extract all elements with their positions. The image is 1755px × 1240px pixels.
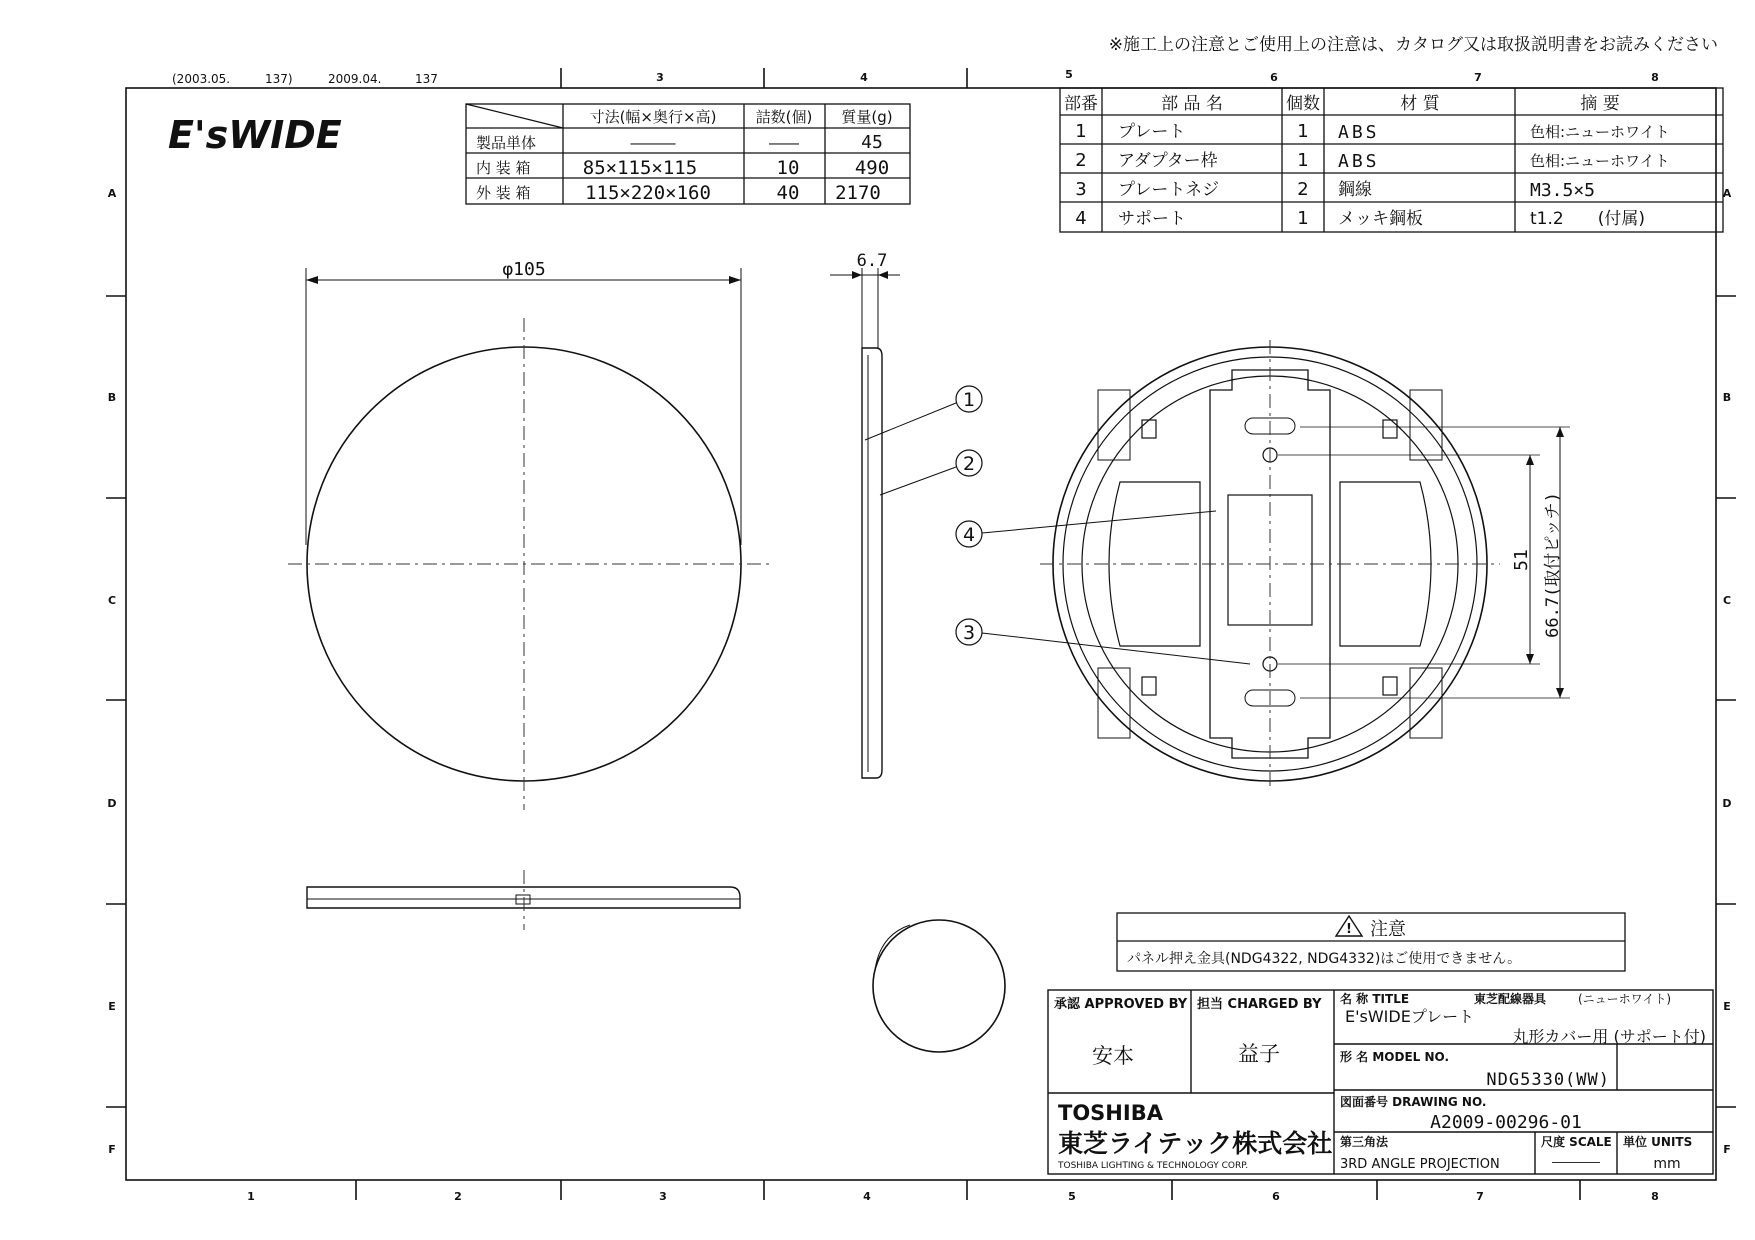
parts-row-name: アダプター枠	[1118, 151, 1218, 171]
maker-en: TOSHIBA	[1058, 1101, 1163, 1125]
zone-col-bot-5: 5	[1068, 1190, 1076, 1203]
parts-row-qty: 1	[1297, 121, 1309, 142]
top-notice: ※施工上の注意とご使用上の注意は、カタログ又は取扱説明書をお読みください	[1108, 35, 1718, 55]
charged-label: 担当 CHARGED BY	[1197, 997, 1322, 1012]
callout-1: 1	[962, 389, 976, 411]
callouts	[865, 386, 1250, 664]
dim-diameter: φ105	[502, 259, 546, 280]
scale: ――――	[1552, 1155, 1600, 1169]
rear-clip-tl	[1142, 420, 1156, 438]
parts-row-no: 3	[1075, 179, 1087, 200]
dim-thickness: 6.7	[856, 251, 888, 271]
parts-row-material: ABS	[1338, 122, 1380, 143]
bottom-view	[307, 870, 740, 930]
parts-row-qty: 1	[1297, 150, 1309, 171]
zone-col-bot-6: 6	[1272, 1190, 1280, 1203]
zone-row-right-F: F	[1723, 1143, 1731, 1156]
pkg-row-count: 10	[776, 157, 800, 179]
caution-box	[1117, 913, 1625, 971]
title-label: 名 称 TITLE	[1340, 992, 1410, 1006]
projection-label: 第三角法	[1340, 1135, 1389, 1149]
approved-label: 承認 APPROVED BY	[1054, 997, 1188, 1012]
brand-logo: E'sWIDE	[168, 113, 342, 157]
callout-2: 2	[962, 453, 976, 475]
zone-col-top-8: 8	[1651, 71, 1659, 84]
scale-label: 尺度 SCALE	[1541, 1135, 1612, 1149]
parts-row-note: t1.2 (付属)	[1530, 209, 1645, 229]
parts-row-note: 色相:ニューホワイト	[1530, 152, 1670, 170]
pkg-header-count: 詰数(個)	[755, 108, 813, 126]
drawing-label: 図面番号 DRAWING NO.	[1340, 1095, 1487, 1109]
zone-col-top-4: 4	[860, 71, 868, 84]
zone-row-right-E: E	[1723, 1000, 1731, 1013]
revision-num-2: 137	[415, 72, 438, 86]
pkg-row-size: ―――	[630, 134, 676, 152]
zone-row-right-A: A	[1722, 187, 1732, 200]
zone-col-bot-7: 7	[1476, 1190, 1484, 1203]
pkg-header-mass: 質量(g)	[841, 108, 893, 126]
zone-col-top-6: 6	[1270, 71, 1278, 84]
parts-row-qty: 2	[1297, 179, 1309, 200]
parts-row-qty: 1	[1297, 208, 1309, 229]
parts-row-material: メッキ鋼板	[1338, 209, 1423, 229]
title-line-2: 丸形カバー用 (サポート付)	[1512, 1027, 1706, 1046]
parts-row-material: ABS	[1338, 151, 1380, 172]
zone-col-top-3: 3	[656, 71, 664, 84]
parts-header-note: 摘 要	[1580, 94, 1620, 114]
title-color: (ニューホワイト)	[1578, 992, 1672, 1006]
pkg-header-size: 寸法(幅×奥行×高)	[589, 108, 717, 126]
parts-row-name: サポート	[1118, 209, 1186, 229]
package-table	[466, 104, 910, 204]
caution-title: 注意	[1370, 919, 1406, 940]
pkg-row-mass: 2170	[835, 182, 881, 204]
title-line-1: E'sWIDEプレート	[1345, 1007, 1475, 1026]
maker-sub: TOSHIBA LIGHTING & TECHNOLOGY CORP.	[1058, 1161, 1249, 1171]
parts-row-no: 4	[1075, 208, 1087, 229]
dim-pitch-outer: 66.7(取付ピッチ)	[1543, 492, 1563, 638]
pkg-row-count: 40	[776, 182, 800, 204]
zone-row-left-E: E	[108, 1000, 116, 1013]
pkg-row-size: 115×220×160	[585, 182, 711, 204]
leader-4	[982, 511, 1216, 533]
approved-name: 安本	[1092, 1044, 1134, 1068]
plate-side-outline	[862, 348, 882, 778]
drawing-no: A2009-00296-01	[1430, 1112, 1582, 1133]
zone-row-left-B: B	[107, 391, 117, 404]
pkg-row-mass: 45	[861, 132, 883, 153]
units-label: 単位 UNITS	[1623, 1135, 1693, 1149]
projection: 3RD ANGLE PROJECTION	[1340, 1157, 1500, 1172]
parts-row-name: プレートネジ	[1118, 180, 1220, 200]
parts-row-material: 鋼線	[1338, 180, 1372, 200]
pkg-row-label: 製品単体	[476, 134, 537, 152]
zone-row-right-B: B	[1722, 391, 1732, 404]
pkg-row-count: ――	[769, 134, 799, 152]
zone-col-top-7: 7	[1474, 71, 1482, 84]
parts-row-note: 色相:ニューホワイト	[1530, 123, 1670, 141]
zone-ticks	[106, 68, 1736, 1200]
maker-jp: 東芝ライテック株式会社	[1058, 1129, 1333, 1158]
zone-row-left-A: A	[107, 187, 117, 200]
pkg-row-label: 内 装 箱	[476, 159, 531, 177]
zone-col-bot-2: 2	[454, 1190, 462, 1203]
parts-row-no: 2	[1075, 150, 1087, 171]
parts-header-name: 部 品 名	[1161, 94, 1223, 114]
parts-header-material: 材 質	[1400, 94, 1440, 114]
side-view	[830, 251, 900, 778]
zone-col-bot-3: 3	[659, 1190, 667, 1203]
rear-clip-bl	[1142, 677, 1156, 695]
zone-col-bot-4: 4	[863, 1190, 871, 1203]
parts-table	[1060, 88, 1723, 232]
zone-row-right-D: D	[1722, 797, 1732, 810]
zone-row-left-D: D	[107, 797, 117, 810]
zone-col-top-5: 5	[1065, 68, 1073, 81]
zone-row-left-C: C	[107, 594, 117, 607]
drawing-border	[126, 88, 1716, 1180]
model-no: NDG5330(WW)	[1486, 1070, 1610, 1090]
title-block	[1048, 990, 1713, 1174]
pkg-row-label: 外 装 箱	[476, 184, 531, 202]
leader-2	[880, 467, 956, 495]
zone-col-bot-8: 8	[1651, 1190, 1659, 1203]
charged-name: 益子	[1238, 1042, 1280, 1066]
revision-date-2: 2009.04.	[328, 72, 382, 86]
units: mm	[1653, 1156, 1681, 1172]
revision-date-1: (2003.05.	[172, 72, 231, 86]
pkg-row-mass: 490	[854, 157, 890, 179]
svg-text:!: !	[1346, 922, 1352, 937]
model-label: 形 名 MODEL NO.	[1340, 1050, 1450, 1064]
parts-header-no: 部番	[1064, 94, 1098, 114]
callout-3: 3	[962, 622, 976, 644]
front-view	[288, 259, 770, 810]
zone-col-bot-1: 1	[247, 1190, 255, 1203]
rear-clip-br	[1383, 677, 1397, 695]
small-detail-arc	[875, 925, 910, 970]
parts-header-qty: 個数	[1286, 94, 1320, 114]
dim-pitch-inner: 51	[1511, 549, 1532, 571]
leader-1	[865, 403, 956, 440]
zone-row-right-C: C	[1722, 594, 1732, 607]
zone-row-left-F: F	[108, 1143, 116, 1156]
parts-row-note: M3.5×5	[1530, 180, 1596, 201]
parts-row-name: プレート	[1118, 122, 1186, 142]
title-company: 東芝配線器具	[1474, 992, 1547, 1006]
revision-num-1: 137)	[265, 72, 293, 86]
caution-text: パネル押え金具(NDG4322, NDG4332)はご使用できません。	[1127, 951, 1522, 967]
rear-view	[1040, 340, 1570, 790]
callout-4: 4	[962, 524, 976, 546]
parts-row-no: 1	[1075, 121, 1087, 142]
small-detail-circle	[873, 920, 1005, 1052]
pkg-row-size: 85×115×115	[582, 157, 698, 179]
